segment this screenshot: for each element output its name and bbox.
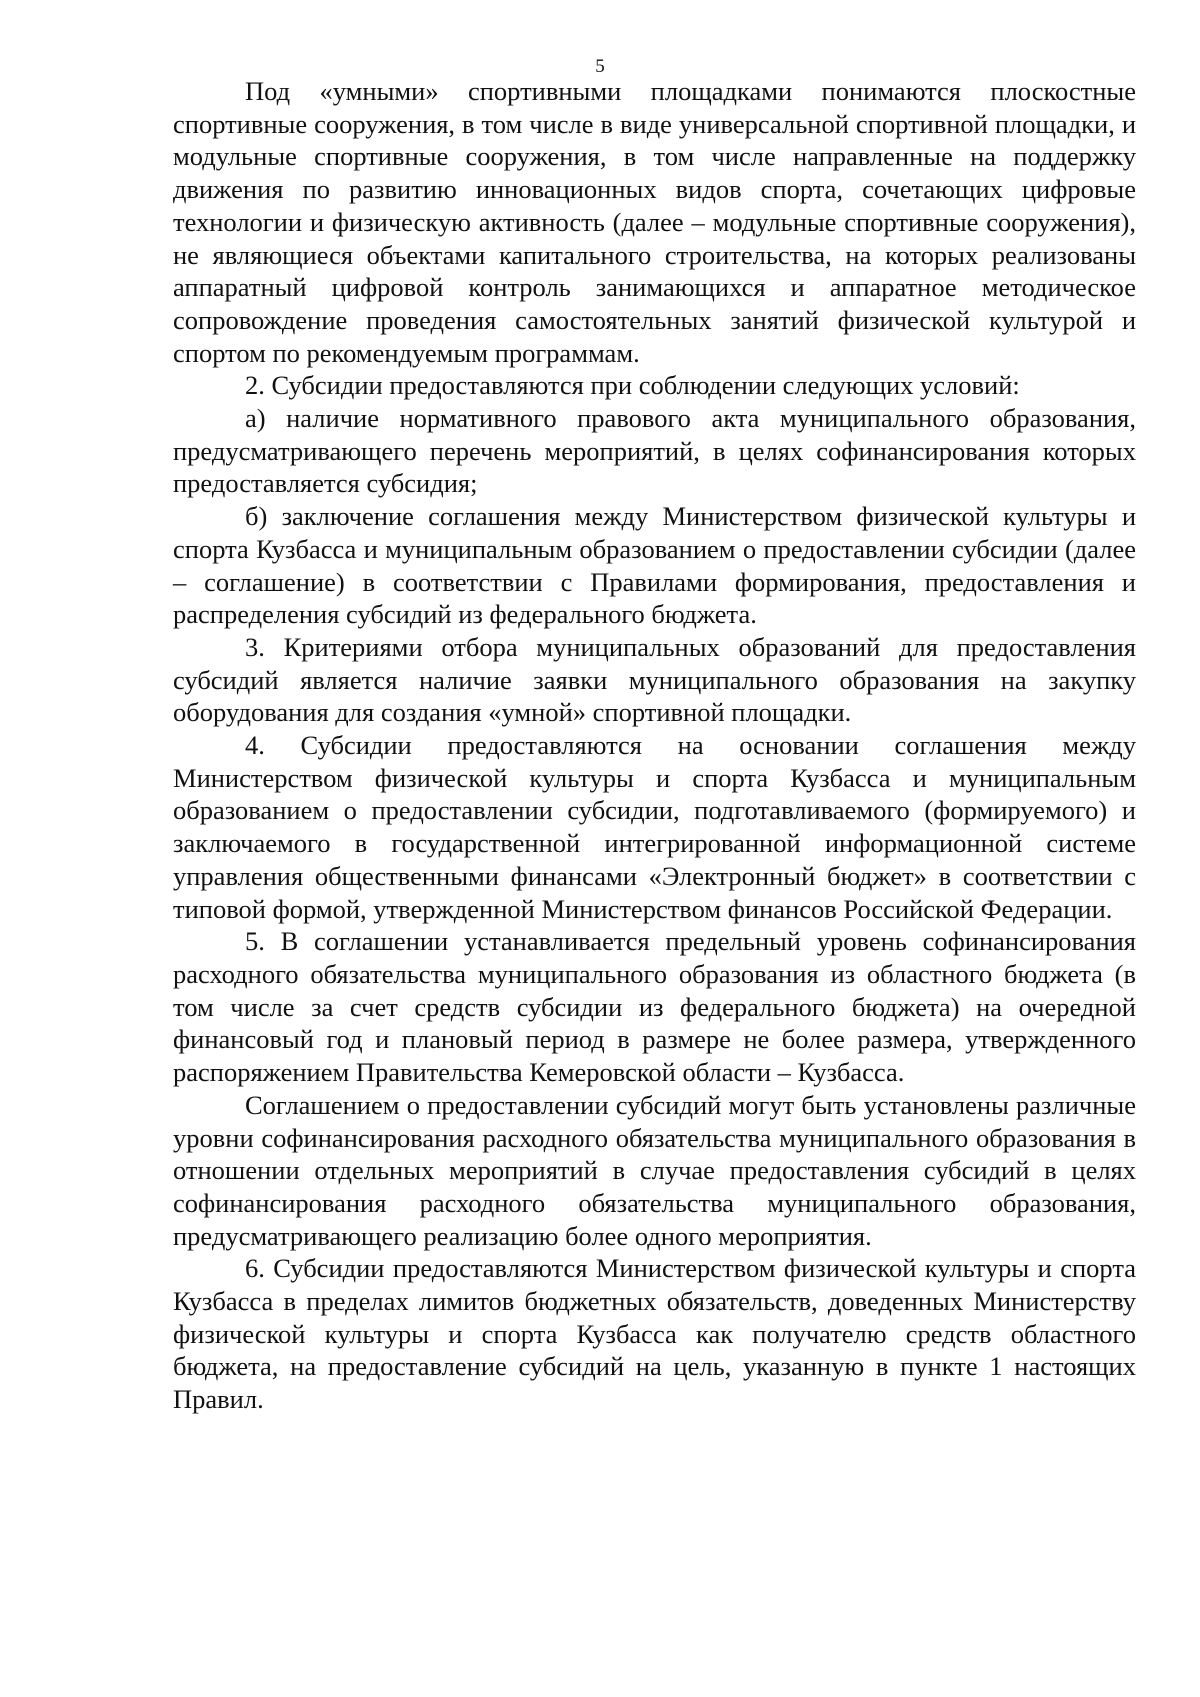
paragraph-5-cofinancing-levels-detail: Соглашением о предоставлении субсидий могут быть установлены различные уровни софинансирования расходного обязательства муниципального образования в отношении отдельных мероприятий в случае предоставления субсидий в целях софинансирования расходного обязательства муниципального образования, предусматривающего реализацию более одного мероприятия. — [173, 1089, 1136, 1251]
paragraph-4-agreement: 4. Субсидии предоставляются на основании соглашения между Министерством физической культуры и спорта Кузбасса и муниципальным образованием о предоставлении субсидии, подготавливаемого (формируемого) и заключаемого в государственной интегрированной информационной системе управления общественными финансами «Электронный бюджет» в соответствии с типовой формой, утвержденной Министерством финансов Российской Федерации. — [173, 730, 1136, 924]
paragraph-2b: б) заключение соглашения между Министерством физической культуры и спорта Кузбасса и муниципальным образованием о предоставлении субсидии (далее – соглашение) в соответствии с Правилами формирования, предоставления и распределения субсидий из федерального бюджета. — [173, 501, 1136, 630]
page-number: 5 — [595, 56, 605, 77]
document-body — [173, 75, 1136, 1416]
paragraph-2a: а) наличие нормативного правового акта муниципального образования, предусматривающего перечень мероприятий, в целях софинансирования которых предоставляется субсидия; — [173, 403, 1136, 499]
paragraph-smart-grounds-definition: Под «умными» спортивными площадками понимаются плоскостные спортивные сооружения, в том числе в виде универсальной спортивной площадки, и модульные спортивные сооружения, в том числе направленные на поддержку движения по развитию инновационных видов спорта, сочетающих цифровые технологии и физическую активность (далее – модульные спортивные сооружения), не являющиеся объектами капитального строительства, на которых реализованы аппаратный цифровой контроль занимающихся и аппаратное методическое сопровождение проведения самостоятельных занятий физической культурой и спортом по рекомендуемым программам. — [173, 76, 1136, 368]
paragraph-6-provision: 6. Субсидии предоставляются Министерством физической культуры и спорта Кузбасса в пределах лимитов бюджетных обязательств, доведенных Министерству физической культуры и спорта Кузбасса как получателю средств областного бюджета, на предоставление субсидий на цель, указанную в пункте 1 настоящих Правил. — [173, 1253, 1136, 1415]
paragraph-2-conditions: 2. Субсидии предоставляются при соблюдении следующих условий: — [245, 370, 1020, 401]
paragraph-5-cofinancing-level: 5. В соглашении устанавливается предельный уровень софинансирования расходного обязательства муниципального образования из областного бюджета (в том числе за счет средств субсидии из федерального бюджета) на очередной финансовый год и плановый период в размере не более размера, утвержденного распоряжением Правительства Кемеровской области – Кузбасса. — [173, 926, 1136, 1088]
paragraph-3-criteria: 3. Критериями отбора муниципальных образований для предоставления субсидий является наличие заявки муниципального образования на закупку оборудования для создания «умной» спортивной площадки. — [173, 631, 1136, 728]
